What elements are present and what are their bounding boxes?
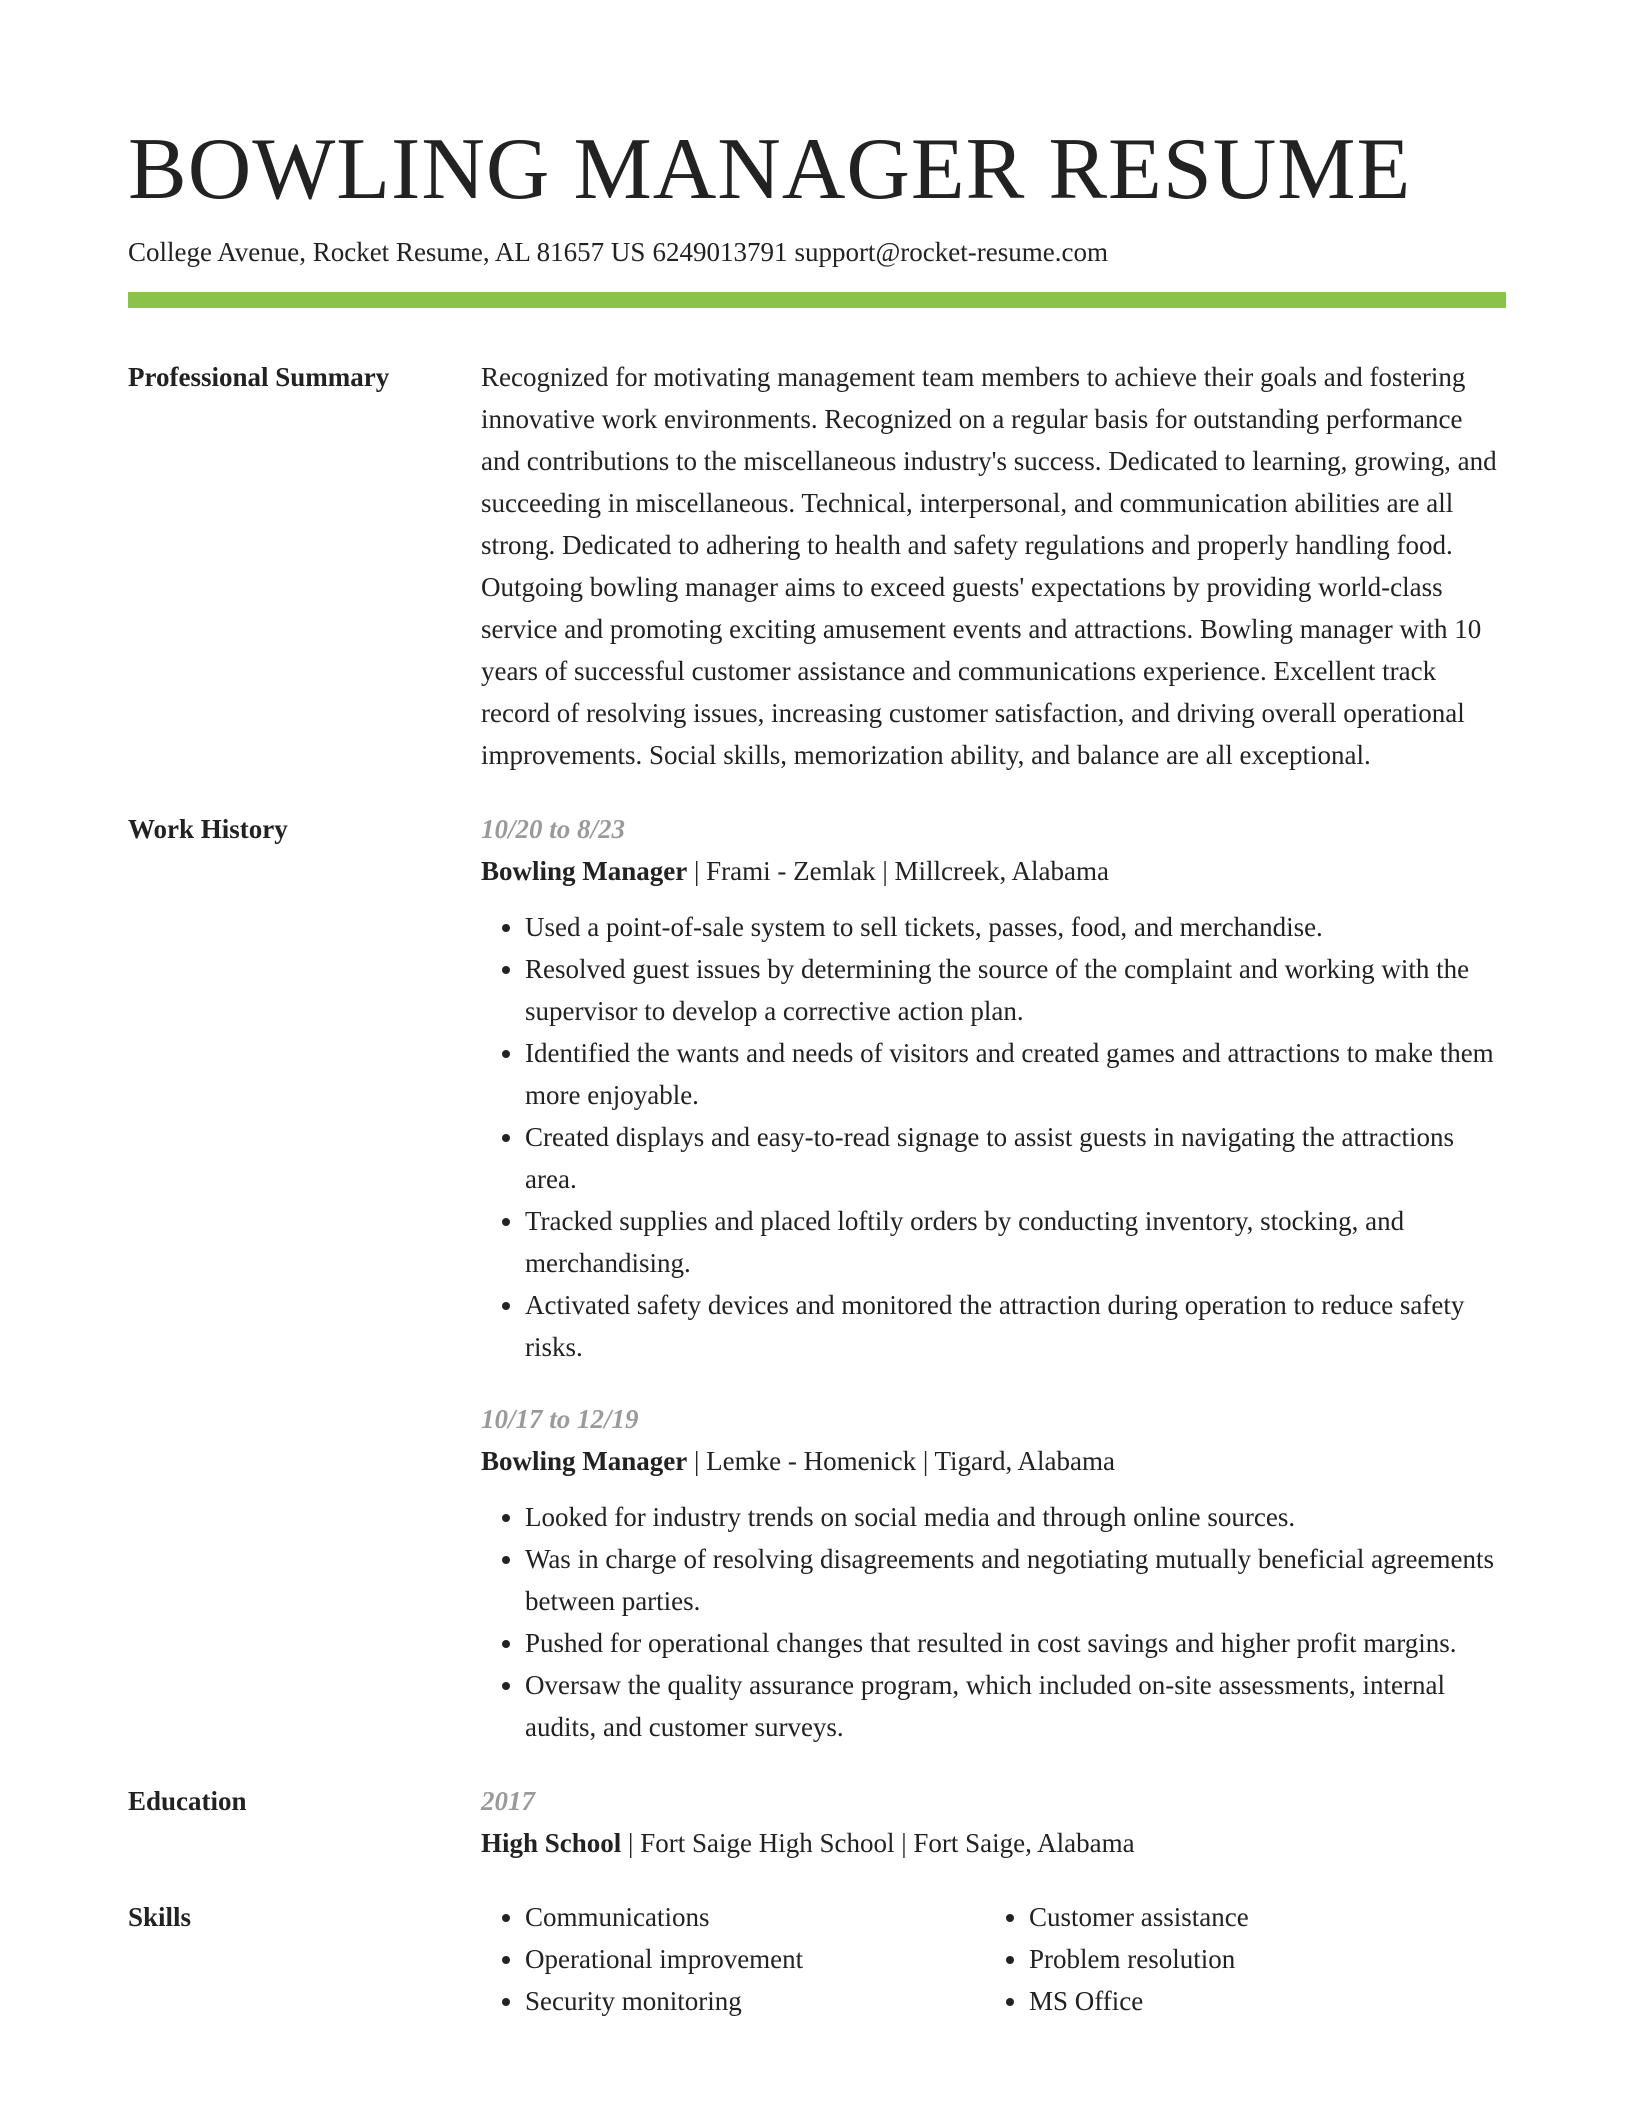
job-dates: 10/17 to 12/19 [481, 1404, 639, 1434]
job-bullets [481, 1496, 1506, 1748]
job-bullet: • Created displays and easy-to-read signage to assist guests in navigating the attractions area. [525, 1116, 1506, 1200]
education-section [128, 1780, 1506, 1864]
skills-list-left [481, 1896, 985, 2022]
summary-text: Recognized for motivating management team members to achieve their goals and fostering innovative work environments. Recognized on a regular basis for outstanding performance and contributions to the miscellaneous industry's success. Dedicated to learning, growing, and succeeding in miscellaneous. Technical, interpersonal, and communication abilities are all strong. Dedicated to adhering to health and safety regulations and properly handling food. Outgoing bowling manager aims to exceed guests' expectations by providing world-class service and promoting exciting amusement events and attractions. Bowling manager with 10 years of successful customer assistance and communications experience. Excellent track record of resolving issues, increasing customer satisfaction, and driving overall operational improvements. Social skills, memorization ability, and balance are all exceptional. [481, 362, 1497, 770]
job-entry [481, 1398, 1506, 1748]
job-dates: 10/20 to 8/23 [481, 814, 626, 844]
resume-page [128, 0, 1506, 2022]
job-bullet: • Resolved guest issues by determining the source of the complaint and working with the supervisor to develop a corrective action plan. [525, 948, 1506, 1032]
job-heading [481, 850, 1506, 892]
skills-list-right [985, 1896, 1489, 2022]
job-bullet: • Looked for industry trends on social media and through online sources. [525, 1496, 1506, 1538]
skill-item: • Customer assistance [1029, 1896, 1489, 1938]
job-heading [481, 1440, 1506, 1482]
skill-item: • Communications [525, 1896, 985, 1938]
resume-title: BOWLING MANAGER RESUME [128, 121, 1412, 218]
job-entry [481, 808, 1506, 1368]
skill-item: • Security monitoring [525, 1980, 985, 2022]
section-label-skills: Skills [128, 1902, 192, 1932]
contact-address: College Avenue, Rocket Resume, AL 81657 US [128, 237, 646, 267]
job-title: Bowling Manager [481, 856, 688, 886]
skill-item: • Operational improvement [525, 1938, 985, 1980]
education-heading [481, 1822, 1506, 1864]
job-title: Bowling Manager [481, 1446, 688, 1476]
section-label-summary: Professional Summary [128, 362, 390, 392]
job-bullets [481, 906, 1506, 1368]
job-bullet: • Identified the wants and needs of visitors and created games and attractions to make them more enjoyable. [525, 1032, 1506, 1116]
section-label-education: Education [128, 1786, 247, 1816]
contact-email: support@rocket-resume.com [794, 237, 1108, 267]
contact-phone: 6249013791 [652, 237, 788, 267]
education-year: 2017 [481, 1786, 535, 1816]
skills-columns [481, 1896, 1506, 2022]
job-details: | Lemke - Homenick | Tigard, Alabama [687, 1446, 1115, 1476]
job-bullet: • Tracked supplies and placed loftily orders by conducting inventory, stocking, and merchandising. [525, 1200, 1506, 1284]
job-bullet: • Pushed for operational changes that resulted in cost savings and higher profit margins. [525, 1622, 1506, 1664]
section-label-work: Work History [128, 814, 288, 844]
skill-item: • Problem resolution [1029, 1938, 1489, 1980]
job-details: | Frami - Zemlak | Millcreek, Alabama [687, 856, 1109, 886]
education-details: | Fort Saige High School | Fort Saige, Alabama [621, 1828, 1135, 1858]
work-history-section [128, 808, 1506, 1748]
job-bullet: • Activated safety devices and monitored the attraction during operation to reduce safety risks. [525, 1284, 1506, 1368]
job-bullet: • Was in charge of resolving disagreements and negotiating mutually beneficial agreements between parties. [525, 1538, 1506, 1622]
skills-section [128, 1896, 1506, 2022]
accent-divider [128, 292, 1506, 308]
skill-item: • MS Office [1029, 1980, 1489, 2022]
summary-section [128, 356, 1506, 776]
contact-line [128, 232, 1506, 272]
education-degree: High School [481, 1828, 622, 1858]
job-bullet: • Oversaw the quality assurance program, which included on-site assessments, internal audits, and customer surveys. [525, 1664, 1506, 1748]
job-bullet: • Used a point-of-sale system to sell tickets, passes, food, and merchandise. [525, 906, 1506, 948]
